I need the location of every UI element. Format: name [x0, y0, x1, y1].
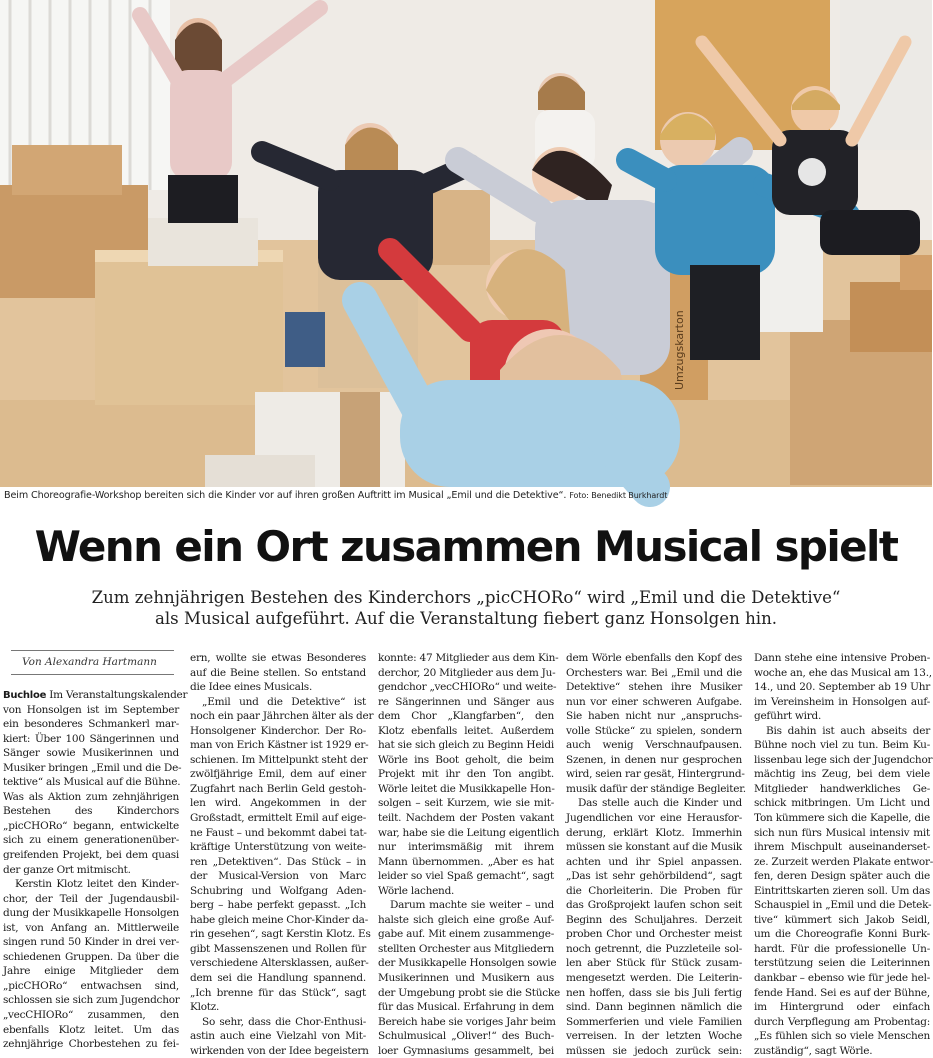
text-line: die Chorleiterin. Die Proben für [566, 884, 742, 897]
text-line: Wörle leitet die Musikkapelle Hon- [378, 782, 555, 795]
text-line: der Umgebung probt sie die Stücke [378, 986, 560, 999]
text-line: halste sich gleich eine große Auf- [378, 913, 554, 926]
text-line: re Sängerinnen und Sänger aus [378, 695, 554, 708]
dateline: Buchloe [3, 690, 47, 701]
text-line: dung der Musikkapelle Honsolgen [3, 907, 179, 920]
text-line: Szenen, in denen nur gesprochen [566, 753, 742, 766]
text-line: Orchesters war. Bei „Emil und die [566, 666, 742, 679]
text-line: der ganze Ort mitmischt. [3, 863, 131, 876]
text-line: ist, von Anfang an. Mittlerweile [3, 921, 179, 934]
text-line: fen, deren Design später auch die [754, 870, 930, 883]
text-line: chor, der Teil der Jugendausbil- [3, 892, 179, 905]
article-column-4 [566, 651, 746, 1058]
text-line: ern, wollte sie etwas Besonderes [190, 652, 366, 664]
text-line: sich nun fürs Musical intensiv mit [754, 826, 930, 839]
text-line: tektive“ als Musical auf die Bühne. [3, 776, 181, 789]
text-line: Wörle ins Boot geholt, die beim [378, 753, 554, 766]
text-line: schiedenen Gruppen. Da über die [3, 950, 179, 963]
text-line: Wörle lachend. [378, 884, 455, 897]
text-line: hat sie sich gleich zu Beginn Heidi [378, 739, 554, 752]
text-line: auch wenig Verschnaufpausen. [566, 739, 742, 752]
text-line: Schulmusical „Oliver!“ des Buch- [378, 1030, 554, 1043]
text-line: verreisen. In der letzten Woche [566, 1030, 742, 1043]
photo-credit: Foto: Benedikt Burkhardt [569, 491, 668, 500]
text-line: Bereich habe sie voriges Jahr beim [378, 1015, 556, 1028]
text-line: Was als Aktion zum zehnjährigen [3, 790, 179, 803]
text-line: „picCHORo“ entwachsen sind, [3, 979, 179, 992]
text-line: der Musikkapelle Honsolgen sowie [378, 957, 557, 970]
text-line: nun vor einer schweren Aufgabe. [566, 695, 742, 708]
text-line: astin auch eine Vielzahl von Mit- [190, 1030, 366, 1043]
text-line: proben Chor und Orchester meist [566, 928, 742, 941]
text-line: rin gesehen“, sagt Kerstin Klotz. Es [190, 928, 371, 941]
text-line: zehnjährige Chorbestehen zu fei- [3, 1038, 179, 1051]
text-line: sich zu einem generationenüber- [3, 834, 179, 847]
text-line: volle Stücke“ zu spielen, sondern [566, 724, 742, 737]
text-line: greifenden Projekt, bei dem quasi [3, 849, 179, 862]
text-line: Projekt mit ihr den Ton angibt. [378, 768, 554, 781]
caption-text: Beim Choreografie-Workshop bereiten sich die Kinder vor auf ihren großen Auftritt im Musical „Emil und die Detektive“. [4, 490, 567, 501]
text-line: len aber Stück für Stück zusam- [566, 957, 742, 970]
text-line: ebenfalls Klotz leitet. Um das [3, 1023, 179, 1036]
text-line: nur interimsmäßig mit ihrem [378, 841, 554, 854]
text-line: dem Chor „Klangfarben“, den [378, 710, 554, 723]
article-column-3 [378, 651, 560, 1058]
text-line: Detektive“ stehen ihre Musiker [566, 681, 742, 694]
text-line: im Hintergrund oder einfach [754, 1001, 930, 1014]
text-line: loer Gymnasiums gesammelt, bei [378, 1044, 554, 1057]
text-line: zwölfjährige Emil, dem auf einer [190, 768, 366, 781]
text-line: die Idee eines Musicals. [190, 681, 313, 694]
text-line: solgen – seit Kurzem, wie sie mit- [378, 797, 554, 810]
text-line: „Es fühlen sich so viele Menschen [754, 1030, 930, 1043]
text-line: „Emil und die Detektive“ ist [202, 695, 366, 708]
text-line: Sänger sowie Musikerinnen und [3, 747, 179, 760]
text-line: konnte: 47 Mitglieder aus dem Kin- [378, 652, 559, 664]
text-line: im Vereinsheim in Honsolgen auf- [754, 695, 930, 708]
text-line: Musikerinnen und Musikern aus [378, 972, 554, 985]
text-line: tive“ kümmert sich Jakob Seidl, [754, 913, 930, 926]
text-line: Eintrittskarten zieren soll. Um das [754, 884, 930, 897]
text-line: für das Musical. Erfahrung in dem [378, 1001, 554, 1014]
text-line: Darum machte sie weiter – und [390, 899, 554, 912]
text-line: musik dafür der ständige Begleiter. [566, 782, 746, 795]
text-line: Kerstin Klotz leitet den Kinder- [15, 878, 179, 891]
text-line: „Das ist sehr gehörbildend“, sagt [566, 870, 742, 883]
byline: Von Alexandra Hartmann [22, 656, 157, 668]
text-line: hardt. Für die professionelle Un- [754, 942, 930, 955]
text-line: nen hoffen, dass sie bis Juli fertig [566, 986, 742, 999]
text-line: ihrem Mischpult auseinanderset- [754, 841, 930, 854]
text-line: gabe auf. Mit einem zusammenge- [378, 928, 554, 941]
text-line: Schauspiel in „Emil und die Detek- [754, 899, 932, 912]
text-line: sind. Dann beginnen nämlich die [566, 1001, 742, 1014]
text-line: Mitglieder handwerkliches Ge- [754, 782, 930, 795]
article-column-2 [190, 651, 374, 1058]
photo-caption [4, 490, 928, 501]
text-line: durch Verpflegung am Probentag: [754, 1015, 930, 1028]
subheadline [0, 587, 932, 629]
text-line: terstützung seien die Leiterinnen [754, 957, 930, 970]
text-line: berg – habe perfekt gepasst. „Ich [190, 899, 366, 912]
text-line: Sommerferien und viele Familien [566, 1015, 742, 1028]
subhead-line: Zum zehnjährigen Bestehen des Kinderchors „picCHORo“ wird „Emil und die Detektive“ [91, 588, 841, 607]
text-line: Bühne noch viel zu tun. Beim Ku- [754, 739, 930, 752]
text-line: Honsolgener Kinderchor. Der Ro- [190, 724, 366, 737]
text-line: auf die Beine stellen. So entstand [190, 666, 366, 679]
text-line: zuständig“, sagt Wörle. [754, 1044, 873, 1057]
text-line: verschiedene Altersklassen, außer- [190, 957, 369, 970]
text-line: dem Wörle ebenfalls den Kopf des [566, 652, 742, 664]
text-line: „Ich brenne für das Stück“, sagt [190, 986, 366, 999]
text-line: stellten Orchester aus Mitgliedern [378, 942, 554, 955]
text-line: schlossen sie sich zum Jugendchor [3, 994, 180, 1007]
text-line: lissenbau lege sich der Jugendchor [754, 753, 933, 766]
text-line: wird, seien rar gesät, Hintergrund- [566, 768, 745, 781]
text-line: geführt wird. [754, 710, 822, 723]
byline-bottom-rule [11, 674, 174, 675]
text-line: Ton kümmere sich die Kapelle, die [754, 812, 930, 825]
text-line: müssen sie jedoch zurück sein: [566, 1044, 742, 1057]
text-line: Mann übernommen. „Aber es hat [378, 855, 554, 868]
text-line: um die Choreografie Konni Burk- [754, 928, 930, 941]
text-line: mächtig ins Zeug, bei dem viele [754, 768, 930, 781]
text-line: dankbar – ebenso wie für jede hel- [754, 972, 930, 985]
text-line: Bis dahin ist auch abseits der [766, 724, 930, 737]
text-line: Zugfahrt nach Berlin Geld gestoh- [190, 782, 366, 795]
text-line: Jahre einige Mitglieder dem [3, 965, 179, 978]
text-line: Musiker bringen „Emil und die De- [3, 761, 182, 774]
text-line: war, habe sie die Leitung eigentlich [378, 826, 560, 839]
text-line: ein besonderes Schmankerl mar- [3, 718, 179, 731]
text-line: dem sei die Handlung spannend. [190, 972, 366, 985]
text-line: derchor, 20 Mitglieder aus dem Ju- [378, 666, 556, 679]
text-line: Das stelle auch die Kinder und [578, 797, 742, 810]
text-line: woche an, ehe das Musical am 13., [754, 666, 932, 679]
text-line: Großstadt, ermittelt Emil auf eige- [190, 812, 366, 825]
text-line: „vecCHIORo“ zusammen, den [3, 1009, 179, 1022]
text-line: leider so viel Spaß gemacht“, sagt [378, 870, 554, 883]
text-line: das Großprojekt laufen schon seit [566, 899, 742, 912]
text-line: len wird. Angekommen in der [190, 797, 366, 810]
byline-top-rule [11, 650, 174, 651]
text-line [3, 688, 188, 703]
text-line: Klotz ebenfalls leitet. Außerdem [378, 724, 554, 737]
article-column-1 [3, 688, 188, 1052]
text-line: wirkenden von der Idee begeistern [190, 1044, 369, 1057]
text-line: So sehr, dass die Chor-Enthusi- [202, 1015, 366, 1028]
text-line: Dann stehe eine intensive Proben- [754, 652, 930, 664]
text-line: ne Faust – und bekommt dabei tat- [190, 826, 367, 839]
text-line: noch ein paar Jährchen älter als der [190, 710, 374, 723]
text-line: schick mitbringen. Um Licht und [754, 797, 930, 810]
text-line: Bestehen des Kinderchors [3, 805, 179, 818]
text-line: habe gleich meine Chor-Kinder da- [190, 913, 368, 926]
text-line: man von Erich Kästner ist 1929 er- [190, 739, 369, 752]
text-line: fende Hand. Sei es auf der Bühne, [754, 986, 930, 999]
text-line: Jugendlichen vor eine Herausfor- [566, 812, 742, 825]
text-line: kiert: Über 100 Sängerinnen und [3, 732, 179, 745]
text-line: der Musical-Version von Marc [190, 870, 366, 883]
text-line: von Honsolgen ist im September [3, 703, 179, 716]
text-line: derung, erklärt Klotz. Immerhin [566, 826, 742, 839]
text-line: noch getrennt, die Puzzleteile sol- [566, 942, 742, 955]
headline: Wenn ein Ort zusammen Musical spielt [34, 522, 898, 571]
text-line: müssen sie konstant auf die Musik [566, 841, 742, 854]
text-line: Beginn des Schuljahres. Derzeit [566, 913, 742, 926]
text-line-content: Im Veranstaltungskalender [46, 689, 188, 701]
text-line: „picCHORo“ begann, entwickelte [3, 819, 179, 832]
choreography-workshop-photo [0, 0, 932, 487]
text-line: gibt Massenszenen und Rollen für [190, 942, 366, 955]
text-line: 14., und 20. September ab 19 Uhr [754, 681, 930, 694]
text-line: Schubring und Wolfgang Aden- [190, 884, 366, 897]
text-line: singen rund 50 Kinder in drei ver- [3, 936, 179, 949]
text-line: Klotz. [190, 1001, 220, 1014]
subhead-line: als Musical aufgeführt. Auf die Veranstaltung fiebert ganz Honsolgen hin. [154, 609, 778, 628]
text-line: kräftige Unterstützung von weite- [190, 841, 366, 854]
text-line: ren „Detektiven“. Das Stück – in [190, 855, 366, 868]
text-line: Sie haben nicht nur „anspruchs- [566, 710, 742, 723]
text-line: gendchor „vecCHIORo“ und weite- [378, 681, 557, 694]
text-line: schienen. Im Mittelpunkt steht der [190, 753, 368, 766]
article-photo [0, 0, 932, 487]
text-line: teilt. Nachdem der Posten vakant [378, 812, 554, 825]
text-line: mengesetzt werden. Die Leiterin- [566, 972, 742, 985]
box-label: Umzugskarton [673, 310, 686, 390]
text-line: achten und ihr Spiel anpassen. [566, 855, 742, 868]
article-column-5 [754, 651, 933, 1058]
text-line: ze. Zurzeit werden Plakate entwor- [754, 855, 933, 868]
